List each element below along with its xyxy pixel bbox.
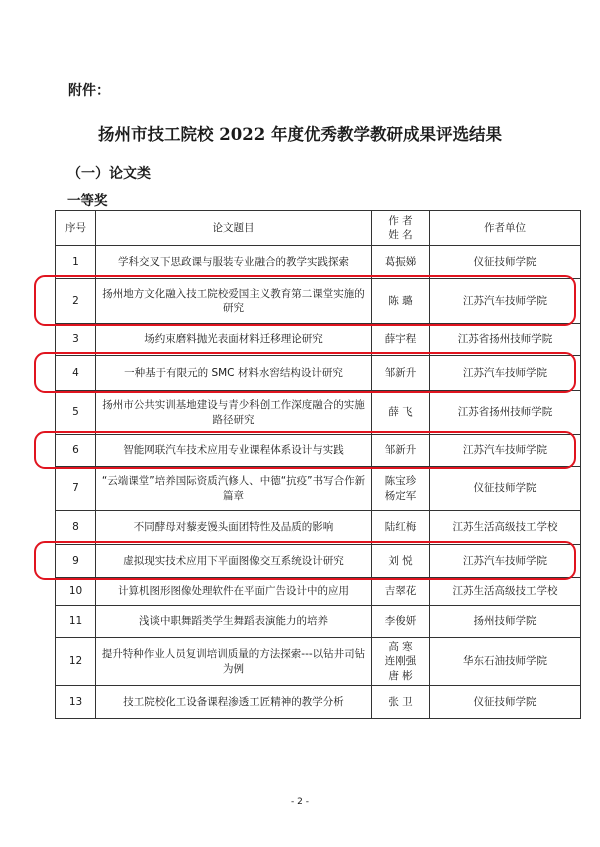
document-title: 扬州市技工院校 2022 年度优秀教学教研成果评选结果: [98, 125, 502, 144]
row-topic: 扬州市公共实训基地建设与青少科创工作深度融合的实施路径研究: [96, 391, 372, 435]
author-name: 陆红梅: [384, 521, 417, 534]
row-number: 4: [56, 356, 96, 391]
author-name: 陈宝珍: [384, 475, 417, 488]
table-row: [56, 246, 581, 279]
table-row: [56, 511, 581, 545]
row-authors: [372, 638, 430, 686]
table-header-row: [56, 211, 581, 246]
table-row: [56, 686, 581, 719]
page-number: - 2 -: [291, 797, 309, 807]
author-name: 陈 璐: [388, 294, 413, 307]
row-unit: 扬州技师学院: [430, 606, 581, 638]
row-topic: 浅谈中职舞蹈类学生舞蹈表演能力的培养: [96, 606, 372, 638]
header-author: [372, 211, 430, 246]
table-row: [56, 356, 581, 391]
table-row: [56, 391, 581, 435]
row-number: 3: [56, 324, 96, 356]
row-authors: [372, 545, 430, 578]
author-name: 薛宇程: [384, 333, 417, 346]
row-topic: 扬州地方文化融入技工院校爱国主义教育第二课堂实施的研究: [96, 279, 372, 324]
row-unit: 江苏汽车技师学院: [430, 356, 581, 391]
header-topic: 论文题目: [96, 211, 372, 246]
row-unit: 仪征技师学院: [430, 246, 581, 279]
row-unit: 华东石油技师学院: [430, 638, 581, 686]
table-row: [56, 545, 581, 578]
author-name: 吉翠花: [384, 585, 417, 598]
row-number: 8: [56, 511, 96, 545]
row-number: 2: [56, 279, 96, 324]
results-table: [55, 210, 581, 719]
author-name: 薛 飞: [388, 406, 413, 419]
row-topic: 一种基于有限元的 SMC 材料水窖结构设计研究: [96, 356, 372, 391]
table-row: [56, 467, 581, 511]
attachment-label: 附件：: [68, 83, 110, 99]
row-authors: [372, 279, 430, 324]
table-row: [56, 578, 581, 606]
header-author-line1: 作 者: [388, 214, 413, 227]
row-unit: 江苏生活高级技工学校: [430, 511, 581, 545]
table-row: [56, 435, 581, 467]
author-name: 高 寒: [388, 641, 413, 654]
row-unit: 仪征技师学院: [430, 467, 581, 511]
row-number: 5: [56, 391, 96, 435]
header-number: 序号: [56, 211, 96, 246]
author-name: 邹新升: [384, 366, 417, 379]
row-unit: 江苏汽车技师学院: [430, 545, 581, 578]
table-row: [56, 279, 581, 324]
row-topic: 场约束磨料抛光表面材料迁移理论研究: [96, 324, 372, 356]
row-authors: [372, 435, 430, 467]
row-authors: [372, 467, 430, 511]
row-unit: 江苏生活高级技工学校: [430, 578, 581, 606]
row-topic: 提升特种作业人员复训培训质量的方法探索---以钻井司钻为例: [96, 638, 372, 686]
table-row: [56, 638, 581, 686]
row-unit: 江苏汽车技师学院: [430, 435, 581, 467]
header-unit: 作者单位: [430, 211, 581, 246]
row-authors: [372, 356, 430, 391]
row-number: 10: [56, 578, 96, 606]
row-number: 13: [56, 686, 96, 719]
row-number: 9: [56, 545, 96, 578]
row-authors: [372, 246, 430, 279]
table-row: [56, 324, 581, 356]
author-name: 李俊妍: [384, 615, 417, 628]
row-number: 7: [56, 467, 96, 511]
author-name: 张 卫: [388, 695, 413, 708]
row-authors: [372, 511, 430, 545]
row-topic: “云端课堂”培养国际资质汽修人、中德“抗疫”书写合作新篇章: [96, 467, 372, 511]
row-number: 1: [56, 246, 96, 279]
row-topic: 技工院校化工设备课程渗透工匠精神的教学分析: [96, 686, 372, 719]
row-authors: [372, 606, 430, 638]
row-topic: 学科交叉下思政课与服装专业融合的教学实践探索: [96, 246, 372, 279]
row-topic: 虚拟现实技术应用下平面图像交互系统设计研究: [96, 545, 372, 578]
row-number: 11: [56, 606, 96, 638]
row-unit: 江苏省扬州技师学院: [430, 391, 581, 435]
row-authors: [372, 578, 430, 606]
row-number: 6: [56, 435, 96, 467]
author-name: 葛振娣: [384, 255, 417, 268]
author-name: 刘 悦: [388, 554, 413, 567]
author-name: 杨定军: [384, 489, 417, 502]
header-author-line2: 姓 名: [388, 229, 413, 241]
row-unit: 江苏省扬州技师学院: [430, 324, 581, 356]
row-number: 12: [56, 638, 96, 686]
row-topic: 不同酵母对藜麦馒头面团特性及品质的影响: [96, 511, 372, 545]
row-topic: 计算机图形图像处理软件在平面广告设计中的应用: [96, 578, 372, 606]
row-authors: [372, 324, 430, 356]
author-name: 唐 彬: [388, 669, 413, 682]
section-heading: （一）论文类: [67, 166, 151, 182]
author-name: 邹新升: [384, 444, 417, 457]
row-unit: 仪征技师学院: [430, 686, 581, 719]
author-name: 连刚强: [384, 655, 417, 668]
row-authors: [372, 391, 430, 435]
award-level-heading: 一等奖: [67, 193, 108, 209]
table-row: [56, 606, 581, 638]
row-unit: 江苏汽车技师学院: [430, 279, 581, 324]
row-topic: 智能网联汽车技术应用专业课程体系设计与实践: [96, 435, 372, 467]
row-authors: [372, 686, 430, 719]
